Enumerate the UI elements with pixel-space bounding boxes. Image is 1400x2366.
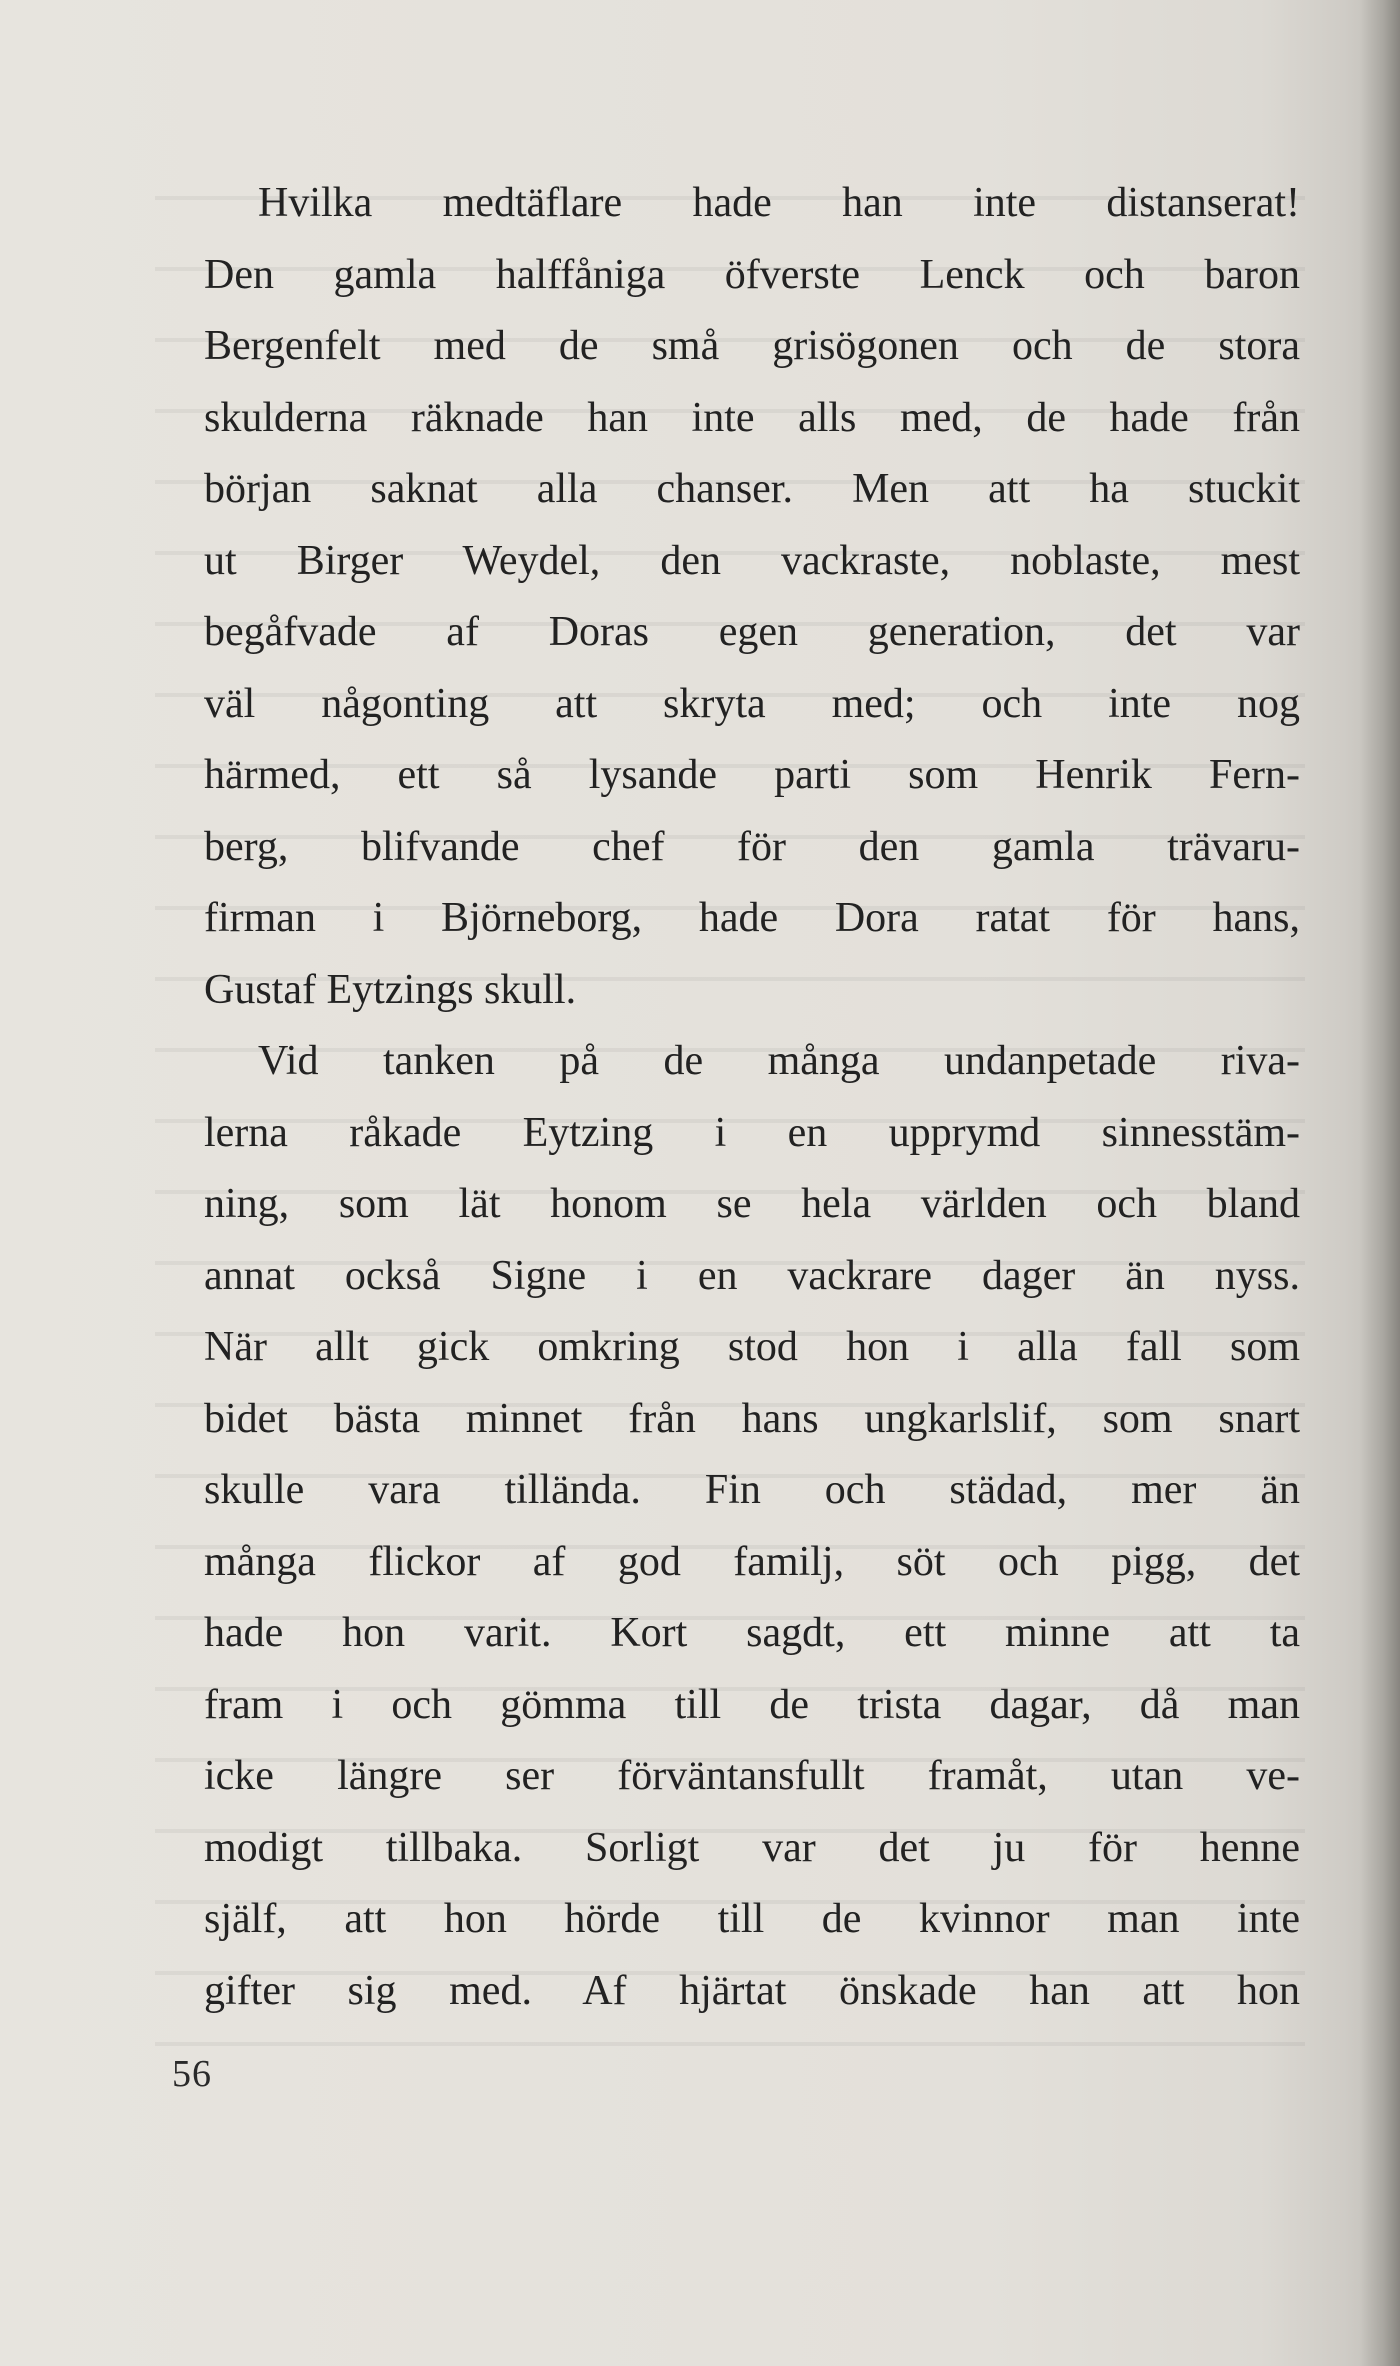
text-line: härmed, ett så lysande parti som Henrik Fern- — [204, 752, 1300, 798]
text-line: ut Birger Weydel, den vackraste, noblaste, mest — [204, 537, 1300, 584]
text-line: Den gamla halffåniga öfverste Lenck och baron — [204, 251, 1300, 298]
text-line: modigt tillbaka. Sorligt var det ju för henne — [204, 1824, 1300, 1871]
text-line: Bergenfelt med de små grisögonen och de stora — [204, 323, 1300, 369]
text-line: firman i Björneborg, hade Dora ratat för hans, — [204, 895, 1300, 941]
text-line: lerna råkade Eytzing i en upprymd sinnesstäm- — [204, 1109, 1300, 1156]
text-line: många flickor af god familj, söt och pigg, det — [204, 1538, 1300, 1585]
text-line: hade hon varit. Kort sagdt, ett minne att ta — [204, 1610, 1300, 1656]
text-line: själf, att hon hörde till de kvinnor man inte — [204, 1896, 1300, 1942]
text-line: fram i och gömma till de trista dagar, då man — [204, 1681, 1300, 1728]
text-line: skulderna räknade han inte alls med, de hade från — [204, 394, 1300, 441]
text-line: gifter sig med. Af hjärtat önskade han att hon — [204, 1967, 1300, 2014]
text-line: Gustaf Eytzings skull. — [204, 966, 577, 1013]
page-number: 56 — [172, 2053, 212, 2095]
text-line: början saknat alla chanser. Men att ha stuckit — [204, 466, 1300, 512]
text-line: Hvilka medtäflare hade han inte distanserat! — [258, 180, 1300, 226]
text-line: Vid tanken på de många undanpetade riva- — [258, 1038, 1300, 1084]
text-line: ning, som lät honom se hela världen och bland — [204, 1181, 1300, 1227]
text-line: icke längre ser förväntansfullt framåt, utan ve- — [204, 1753, 1300, 1799]
text-line: berg, blifvande chef för den gamla trävaru- — [204, 823, 1300, 870]
text-line: väl någonting att skryta med; och inte nog — [204, 680, 1300, 727]
text-line: bidet bästa minnet från hans ungkarlslif, som snart — [204, 1395, 1300, 1442]
text-line: När allt gick omkring stod hon i alla fall som — [204, 1324, 1300, 1370]
body-text — [204, 168, 1300, 2027]
text-line: skulle vara tillända. Fin och städad, mer än — [204, 1467, 1300, 1513]
text-line: begåfvade af Doras egen generation, det var — [204, 609, 1300, 655]
text-line: annat också Signe i en vackrare dager än nyss. — [204, 1252, 1300, 1299]
page-edge-shadow — [1360, 0, 1400, 2366]
